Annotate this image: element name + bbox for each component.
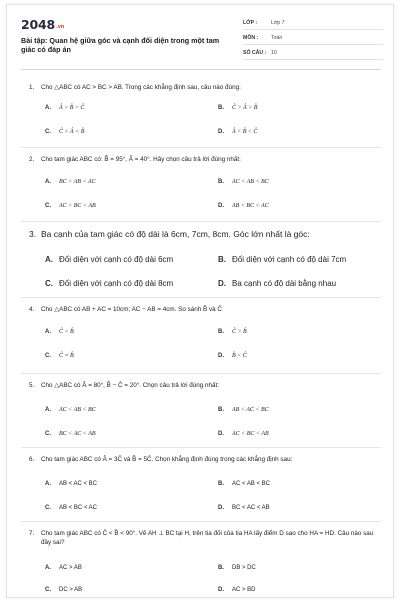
question-text: Cho △ABC có AB + AC = 10cm; AC − AB = 4cm. So sánh B̂ và Ĉ: [41, 306, 222, 313]
option-a[interactable]: A. Đối diện với cạnh có độ dài 6cm: [45, 255, 174, 264]
question-text: Cho tam giác ABC có: B̂ = 95°, Â = 40°. Hãy chọn câu trả lời đúng nhất:: [41, 156, 241, 163]
option-b[interactable]: B. Ĉ > Â > B̂: [218, 105, 258, 111]
option-d[interactable]: D. AC > BD: [218, 587, 256, 593]
question-divider: [21, 221, 381, 222]
question-4: [29, 305, 381, 371]
option-a[interactable]: A. AC > AB: [45, 565, 82, 571]
question-divider: [21, 373, 381, 374]
info-label: LỚP :: [243, 20, 258, 26]
option-c[interactable]: C. AB < BC < AC: [45, 505, 98, 511]
question-text: Cho tam giác ABC có Â = 3Ĉ và B̂ = 5Ĉ. Chọn khẳng định đúng trong các khẳng định sau:: [41, 456, 293, 463]
option-d[interactable]: D. Â < B̂ < Ĉ: [218, 129, 258, 135]
site-logo[interactable]: 2048.vn: [21, 17, 65, 32]
question-number: 7.: [29, 530, 35, 537]
option-c[interactable]: C. AC < BC < AB: [45, 203, 96, 209]
question-number: 3.: [29, 229, 37, 239]
option-d[interactable]: D. B̂ < Ĉ: [218, 353, 247, 359]
worksheet-header: [7, 5, 393, 67]
info-value: Lớp 7: [271, 20, 285, 26]
option-d[interactable]: D. AB < BC < AC: [218, 203, 269, 209]
question-3: [29, 229, 381, 299]
info-label: MÔN :: [243, 35, 259, 41]
option-d[interactable]: D. AC < BC < AB: [218, 431, 269, 437]
option-a[interactable]: A. AC < AB < BC: [45, 407, 96, 413]
question-number: 1.: [29, 84, 35, 91]
option-c[interactable]: C. DC > AB: [45, 587, 83, 593]
option-d[interactable]: D. Ba cạnh có độ dài bằng nhau: [218, 279, 337, 288]
info-row-class: [243, 17, 383, 30]
option-a[interactable]: A. AB < AC < BC: [45, 481, 98, 487]
option-c[interactable]: C. BC < AC < AB: [45, 431, 96, 437]
question-divider: [21, 147, 381, 148]
question-2: [29, 155, 381, 221]
option-c[interactable]: C. Ĉ < Â < B̂: [45, 129, 85, 135]
info-row-count: [243, 47, 383, 60]
option-b[interactable]: B. AB < AC < BC: [218, 407, 269, 413]
question-text: Cho △ABC có AC > BC > AB. Trong các khẳng định sau, câu nào đúng:: [41, 84, 241, 91]
question-number: 6.: [29, 456, 35, 463]
option-c[interactable]: C. Đối diện với cạnh có độ dài 8cm: [45, 279, 174, 288]
info-label: SỐ CÂU :: [243, 50, 267, 56]
option-a[interactable]: A. Ĉ < B̂: [45, 329, 74, 335]
question-divider: [21, 447, 381, 448]
info-value: Toán: [271, 35, 283, 41]
option-a[interactable]: A. Â > B̂ > Ĉ: [45, 105, 85, 111]
worksheet-page: [6, 4, 394, 598]
option-a[interactable]: A. BC < AB < AC: [45, 179, 96, 185]
info-value: 10: [271, 50, 277, 56]
worksheet-title: Bài tập: Quan hệ giữa góc và cạnh đối diện trong một tam giác có đáp án: [21, 36, 220, 54]
question-text: Cho tam giác ABC có Ĉ < B̂ < 90°. Vẽ AH ⊥ BC tại H, trên tia đối của tia HA lấy điểm D sao cho HA = HD. Câu nào sau đây sai?: [41, 530, 374, 546]
question-7: [29, 529, 381, 597]
question-number: 4.: [29, 306, 35, 313]
question-text: Cho △ABC có Â = 80°, B̂ − Ĉ = 20°. Chọn câu trả lời đúng nhất:: [41, 382, 220, 389]
question-1: [29, 83, 381, 149]
question-text: Ba cạnh của tam giác có độ dài là 6cm, 7cm, 8cm. Góc lớn nhất là góc:: [41, 229, 310, 239]
option-c[interactable]: C. Ĉ = B̂: [45, 353, 74, 359]
option-b[interactable]: B. Đối diện với cạnh có độ dài 7cm: [218, 255, 347, 264]
question-number: 2.: [29, 156, 35, 163]
option-b[interactable]: B. AC < AB < BC: [218, 481, 271, 487]
option-b[interactable]: B. Ĉ > B̂: [218, 329, 247, 335]
question-5: [29, 381, 381, 447]
option-d[interactable]: D. BC < AC < AB: [218, 505, 270, 511]
option-b[interactable]: B. DB > DC: [218, 565, 256, 571]
question-divider: [21, 521, 381, 522]
question-number: 5.: [29, 382, 35, 389]
option-b[interactable]: B. AC < AB < BC: [218, 179, 269, 185]
question-divider: [21, 297, 381, 298]
info-row-subject: [243, 32, 383, 45]
info-panel: [243, 17, 383, 62]
question-6: [29, 455, 381, 521]
header-divider: [21, 69, 381, 70]
